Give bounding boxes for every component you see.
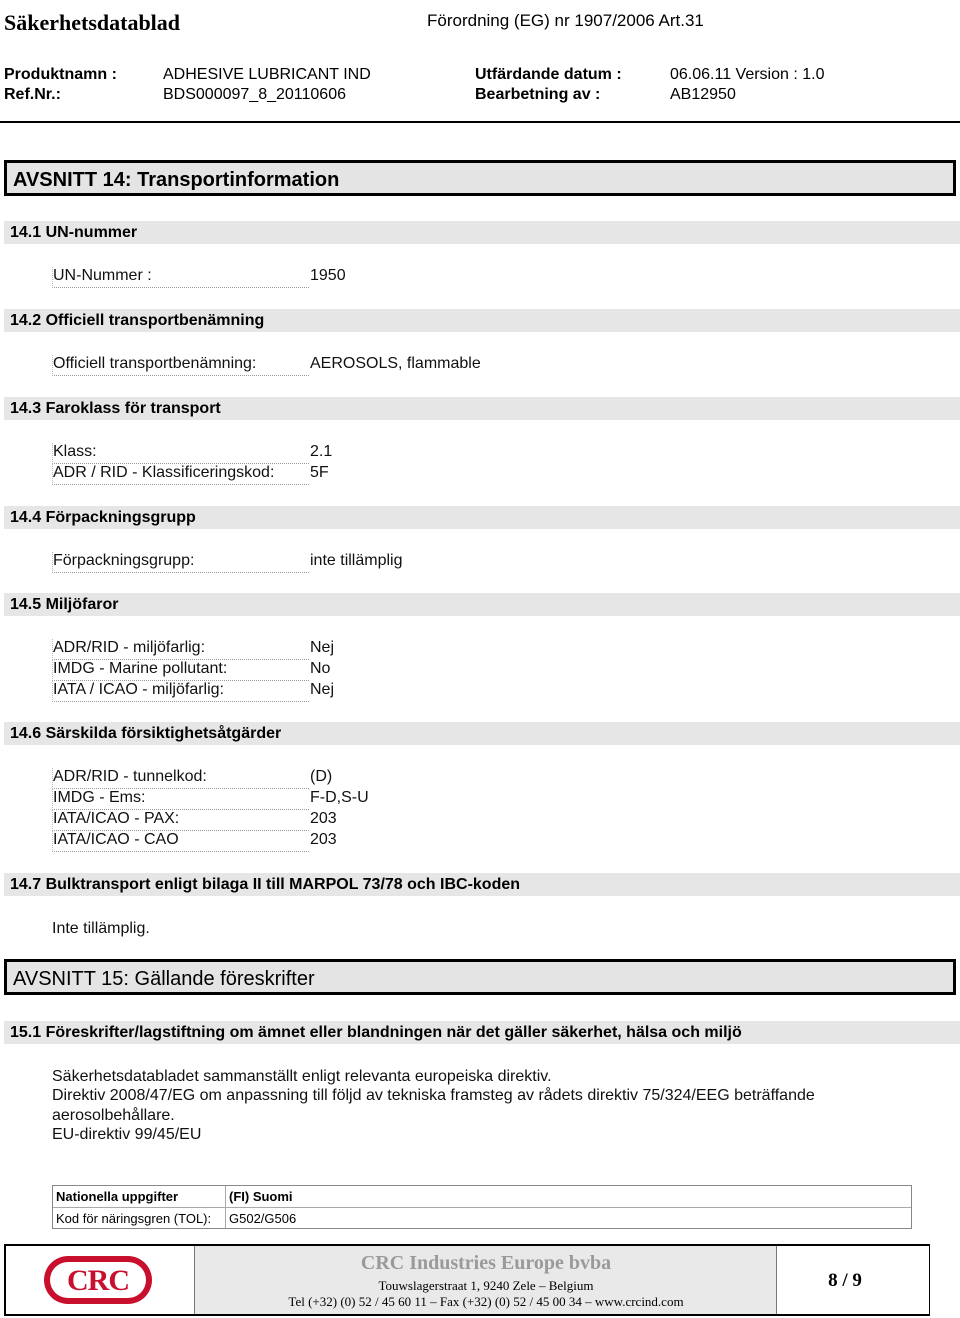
imdg-pollutant-label: IMDG - Marine pollutant:: [52, 660, 309, 681]
table-divider-horizontal: [53, 1207, 911, 1208]
edited-by-label: Bearbetning av :: [475, 86, 601, 103]
section-15-title-bar: [4, 959, 956, 995]
subsection-14-6-bar: [4, 722, 960, 745]
product-name-value: ADHESIVE LUBRICANT IND: [163, 66, 371, 83]
classification-code-label: ADR / RID - Klassificeringskod:: [52, 464, 309, 485]
tunnel-code-label: ADR/RID - tunnelkod:: [52, 768, 309, 789]
iata-cao-label: IATA/ICAO - CAO: [52, 831, 309, 852]
imdg-ems-label: IMDG - Ems:: [52, 789, 309, 810]
packing-group-label: Förpackningsgrupp:: [52, 552, 309, 573]
subsection-14-1-heading: 14.1 UN-nummer: [10, 224, 138, 241]
crc-logo-text: CRC: [67, 1264, 129, 1297]
company-name: CRC Industries Europe bvba: [360, 1252, 612, 1274]
shipping-name-label: Officiell transportbenämning:: [52, 355, 309, 376]
iata-env-value: Nej: [310, 681, 335, 698]
page-number: 8 / 9: [828, 1270, 862, 1291]
subsection-14-3-heading: 14.3 Faroklass för transport: [10, 400, 221, 417]
industry-code-label: Kod för näringsgren (TOL):: [56, 1211, 212, 1226]
iata-cao-value: 203: [310, 831, 337, 848]
adr-env-value: Nej: [310, 639, 335, 656]
section-14-title-bar: [4, 160, 956, 196]
iata-pax-value: 203: [310, 810, 337, 827]
national-info-header: Nationella uppgifter: [56, 1189, 179, 1204]
issue-date-value: 06.06.11 Version : 1.0: [670, 66, 825, 83]
industry-code-value: G502/G506: [229, 1211, 297, 1226]
hazard-class-value: 2.1: [310, 443, 333, 460]
subsection-14-4-heading: 14.4 Förpackningsgrupp: [10, 509, 196, 526]
regulation-line-2: Direktiv 2008/47/EG om anpassning till följd av tekniska framsteg av rådets direktiv 75/324/EEG beträffande: [52, 1087, 815, 1104]
subsection-14-3-bar: [4, 397, 960, 420]
regulation-reference: Förordning (EG) nr 1907/2006 Art.31: [427, 11, 704, 30]
country-header: (FI) Suomi: [229, 1189, 293, 1204]
subsection-14-1-bar: [4, 221, 960, 244]
national-info-table: [52, 1185, 912, 1229]
hazard-class-label: Klass:: [52, 443, 309, 464]
subsection-14-7-bar: [4, 873, 960, 896]
classification-code-value: 5F: [310, 464, 329, 481]
tunnel-code-value: (D): [310, 768, 333, 785]
imdg-ems-value: F-D,S-U: [310, 789, 369, 806]
regulation-line-1: Säkerhetsdatabladet sammanställt enligt relevanta europeiska direktiv.: [52, 1068, 552, 1085]
header-divider: [0, 121, 960, 123]
crc-logo-mark: [44, 1256, 152, 1304]
product-name-label: Produktnamn :: [4, 66, 117, 83]
adr-env-label: ADR/RID - miljöfarlig:: [52, 639, 309, 660]
company-address: Touwslagerstraat 1, 9240 Zele – Belgium: [378, 1278, 594, 1293]
iata-pax-label: IATA/ICAO - PAX:: [52, 810, 309, 831]
company-contact: Tel (+32) (0) 52 / 45 60 11 – Fax (+32) (0) 52 / 45 00 34 – www.crcind.com: [288, 1294, 684, 1309]
crc-logo: [6, 1246, 195, 1314]
iata-env-label: IATA / ICAO - miljöfarlig:: [52, 681, 309, 702]
edited-by-value: AB12950: [670, 86, 736, 103]
section-14-title: AVSNITT 14: Transportinformation: [13, 169, 340, 191]
subsection-14-7-heading: 14.7 Bulktransport enligt bilaga II till MARPOL 73/78 och IBC-koden: [10, 876, 521, 893]
page-footer: [4, 1244, 930, 1316]
subsection-14-4-bar: [4, 506, 960, 529]
un-number-label: UN-Nummer :: [52, 267, 309, 288]
document-title: Säkerhetsdatablad: [4, 10, 181, 35]
issue-date-label: Utfärdande datum :: [475, 66, 622, 83]
section-15-title: AVSNITT 15: Gällande föreskrifter: [13, 968, 315, 990]
subsection-14-2-bar: [4, 309, 960, 332]
ref-number-value: BDS000097_8_20110606: [163, 86, 346, 103]
shipping-name-value: AEROSOLS, flammable: [310, 355, 481, 372]
regulation-line-4: EU-direktiv 99/45/EU: [52, 1126, 202, 1143]
subsection-14-5-bar: [4, 593, 960, 616]
header-row-ref: [0, 86, 960, 108]
bulk-transport-text: Inte tillämplig.: [52, 920, 150, 937]
un-number-value: 1950: [310, 267, 346, 284]
subsection-14-6-heading: 14.6 Särskilda försiktighetsåtgärder: [10, 725, 282, 742]
imdg-pollutant-value: No: [310, 660, 331, 677]
subsection-15-1-heading: 15.1 Föreskrifter/lagstiftning om ämnet eller blandningen när det gäller säkerhet, hälsa och miljö: [10, 1024, 742, 1041]
subsection-15-1-bar: [4, 1021, 960, 1044]
header-row-product: [0, 66, 960, 88]
regulation-line-3: aerosolbehållare.: [52, 1107, 175, 1124]
page-number-box: [776, 1246, 929, 1314]
subsection-14-5-heading: 14.5 Miljöfaror: [10, 596, 119, 613]
ref-number-label: Ref.Nr.:: [4, 86, 61, 103]
packing-group-value: inte tillämplig: [310, 552, 403, 569]
subsection-14-2-heading: 14.2 Officiell transportbenämning: [10, 312, 265, 329]
